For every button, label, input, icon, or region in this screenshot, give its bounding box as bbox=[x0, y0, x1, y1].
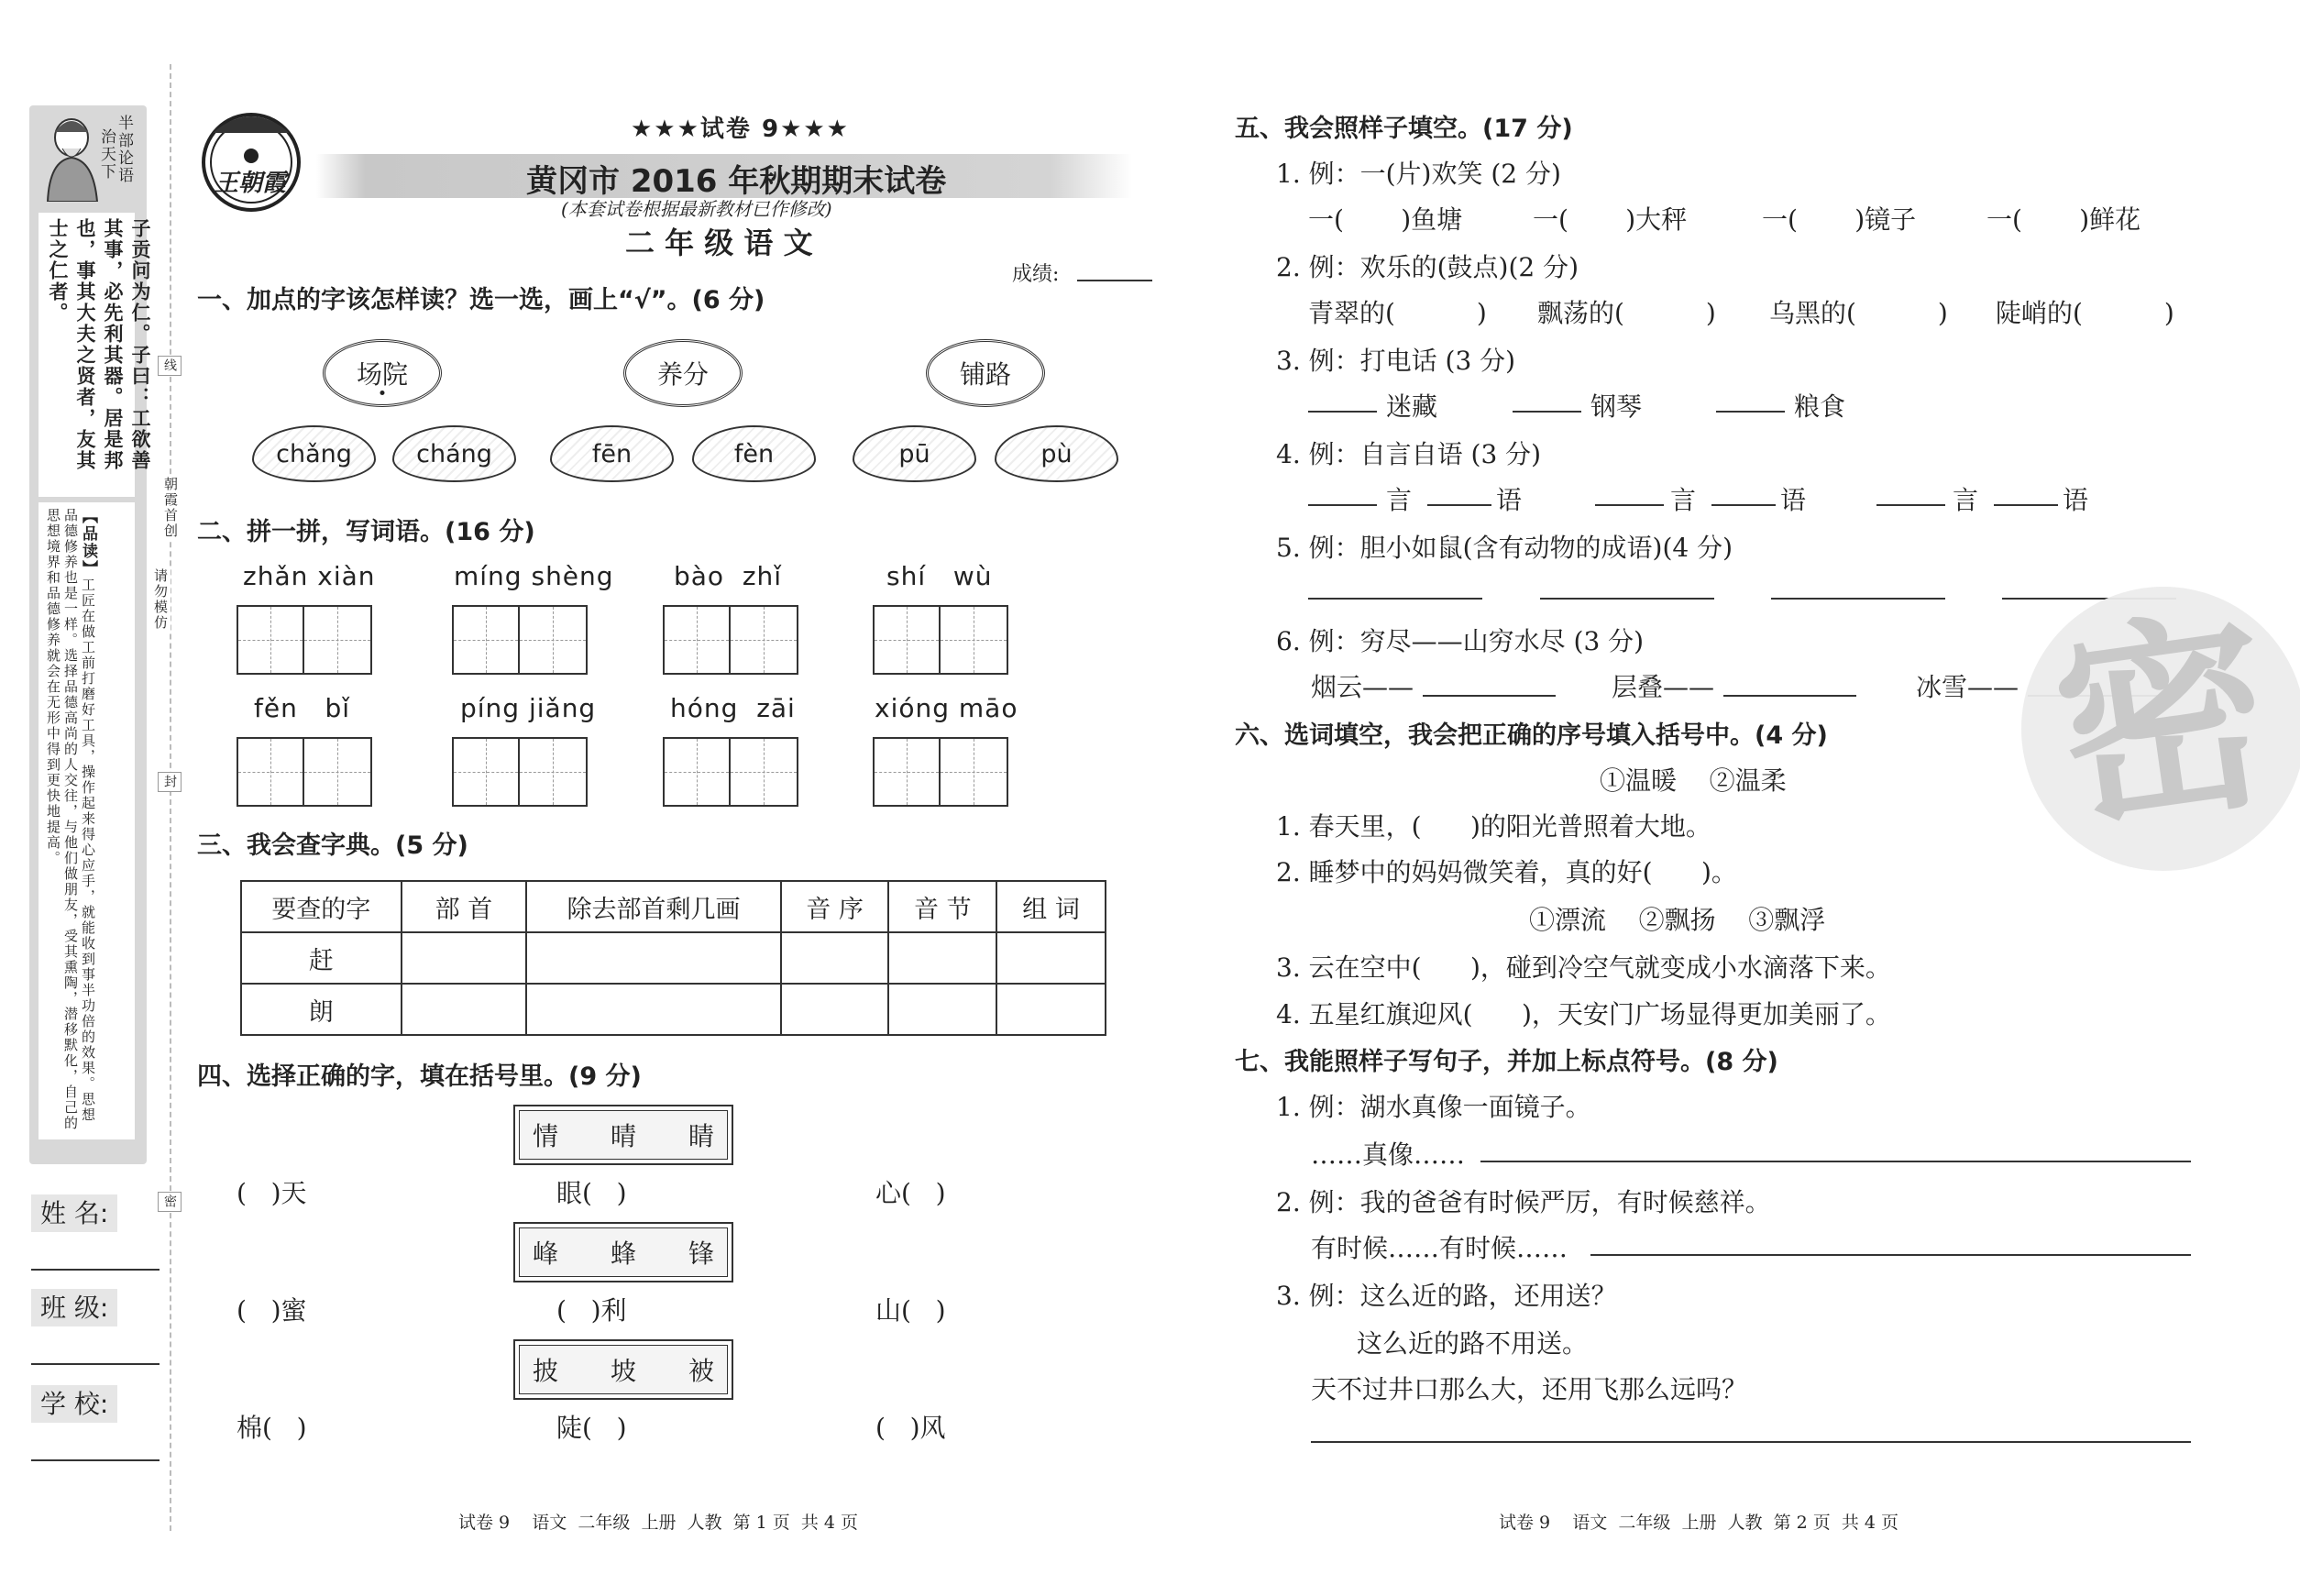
table-cell-char: 朗 bbox=[241, 984, 402, 1035]
fill-item[interactable]: 陡( ) bbox=[556, 1413, 627, 1443]
score-field[interactable] bbox=[1077, 280, 1152, 281]
table-row bbox=[241, 932, 1106, 984]
section3-heading: 三、我会查字典。(5 分) bbox=[197, 831, 468, 860]
school-label: 学 校: bbox=[31, 1385, 117, 1423]
q5-2-item[interactable]: 乌黑的( ) bbox=[1769, 298, 1948, 328]
logo bbox=[194, 105, 314, 215]
pinyin-option-4[interactable]: fèn bbox=[692, 425, 816, 482]
q7-3-answer-example: 这么近的路不用送。 bbox=[1357, 1328, 1589, 1359]
table-cell-char: 赶 bbox=[241, 932, 402, 984]
q5-4-blank[interactable] bbox=[1711, 504, 1776, 506]
class-field-group bbox=[31, 1288, 160, 1365]
pinyin-prompt: bào zhǐ bbox=[674, 561, 783, 591]
table-header: 组 词 bbox=[996, 881, 1106, 932]
pinyin-option-1[interactable]: chǎng bbox=[252, 425, 376, 482]
page-title: 黄冈市 2016 年秋期期末试卷 bbox=[526, 163, 947, 200]
q5-4-blank[interactable] bbox=[1595, 504, 1664, 506]
q5-1-item[interactable]: 一( )鲜花 bbox=[1986, 204, 2141, 235]
char-choice-box-1 bbox=[513, 1105, 733, 1165]
writing-grid[interactable] bbox=[237, 737, 372, 807]
table-cell[interactable] bbox=[402, 984, 527, 1035]
table-cell[interactable] bbox=[526, 932, 780, 984]
table-header-row bbox=[241, 881, 1106, 932]
q5-4-label: 4. 例：自言自语 (3 分) bbox=[1276, 439, 1542, 469]
name-field[interactable] bbox=[31, 1265, 160, 1271]
q7-1-answer-line[interactable] bbox=[1480, 1161, 2191, 1162]
pinyin-prompt: shí wù bbox=[886, 561, 993, 591]
choice-char: 被 bbox=[688, 1356, 714, 1386]
table-cell[interactable] bbox=[996, 984, 1106, 1035]
margin-label-seal: 封 bbox=[158, 772, 182, 792]
section1-heading: 一、加点的字该怎样读？选一选，画上“√”。(6 分) bbox=[197, 286, 765, 314]
q5-6-item: 烟云—— bbox=[1311, 672, 1414, 702]
fill-item[interactable]: 棉( ) bbox=[237, 1413, 307, 1443]
sidebar-note-text: 工匠在做工前打磨好工具，操作起来得心应手，就能收到事半功倍的效果。思想品德修养也是一样。选择品德高尚的人交往，与他们做朋友，受其熏陶，潜移默化，自己的思想境界和品德修养就会在无形中得到更快地提高。 bbox=[45, 508, 96, 1131]
table-header: 部 首 bbox=[402, 881, 527, 932]
sidebar-quote: 子贡问为仁。子曰：工欲善其事，必先利其器。居是邦也，事其大夫之贤者，友其士之仁者。 bbox=[47, 218, 151, 471]
choice-char: 情 bbox=[533, 1121, 559, 1151]
writing-grid[interactable] bbox=[873, 605, 1008, 675]
dictionary-table bbox=[240, 880, 1106, 1036]
writing-grid[interactable] bbox=[873, 737, 1008, 807]
pinyin-prompt: míng shèng bbox=[454, 561, 614, 591]
fill-item[interactable]: ( )风 bbox=[875, 1413, 946, 1443]
q5-4-char: 言 bbox=[1386, 485, 1413, 515]
section2-heading: 二、拼一拼，写词语。(16 分) bbox=[197, 518, 535, 546]
q6-2[interactable]: 2. 睡梦中的妈妈微笑着，真的好( )。 bbox=[1276, 857, 1737, 887]
writing-grid[interactable] bbox=[663, 605, 798, 675]
section5-heading: 五、我会照样子填空。(17 分) bbox=[1235, 115, 1573, 143]
q5-6-blank[interactable] bbox=[1723, 695, 1856, 697]
q5-3-blank[interactable] bbox=[1513, 411, 1581, 413]
q5-3-item: 迷藏 bbox=[1386, 391, 1438, 422]
margin-label-warning: 请勿模仿 bbox=[152, 568, 169, 631]
q7-1-prompt: ……真像…… bbox=[1311, 1139, 1466, 1170]
q5-1-item[interactable]: 一( )镜子 bbox=[1762, 204, 1917, 235]
q5-1-item[interactable]: 一( )大秤 bbox=[1533, 204, 1688, 235]
writing-grid[interactable] bbox=[452, 605, 588, 675]
margin-label-brand: 朝霞首创 bbox=[162, 477, 179, 539]
class-label: 班 级: bbox=[31, 1289, 117, 1326]
q6-4[interactable]: 4. 五星红旗迎风( )，天安门广场显得更加美丽了。 bbox=[1276, 999, 1891, 1029]
char-choice-box-3 bbox=[513, 1339, 733, 1400]
fill-item[interactable]: 山( ) bbox=[875, 1295, 946, 1326]
char-choice-box-2 bbox=[513, 1222, 733, 1282]
score-label: 成绩: bbox=[1012, 263, 1060, 286]
word-3: 铺路 bbox=[960, 359, 1012, 390]
sidebar-quote-box bbox=[39, 213, 151, 497]
page-subtitle: (本套试卷根据最新教材已作修改) bbox=[561, 198, 832, 220]
q5-1-label: 1. 例：一(片)欢笑 (2 分) bbox=[1276, 159, 1561, 189]
test-label: ★★★试卷 9★★★ bbox=[631, 116, 850, 143]
q5-2-item[interactable]: 青翠的( ) bbox=[1308, 298, 1487, 328]
q5-4-blank[interactable] bbox=[1427, 504, 1491, 506]
q5-4-blank[interactable] bbox=[1876, 504, 1945, 506]
choice-char: 披 bbox=[533, 1356, 559, 1386]
fill-item[interactable]: ( )蜜 bbox=[237, 1295, 307, 1326]
choice-char: 晴 bbox=[610, 1121, 636, 1151]
pinyin-prompt: fěn bǐ bbox=[254, 693, 351, 723]
pinyin-option-3[interactable]: fēn bbox=[550, 425, 674, 482]
q5-4-char: 言 bbox=[1670, 485, 1697, 515]
choice-char: 睛 bbox=[688, 1121, 714, 1151]
q5-6-item: 层叠—— bbox=[1612, 672, 1715, 702]
pinyin-option-2[interactable]: cháng bbox=[392, 425, 516, 482]
q5-4-char: 语 bbox=[1780, 485, 1807, 515]
q7-2-label: 2. 例：我的爸爸有时候严厉，有时候慈祥。 bbox=[1276, 1187, 1771, 1217]
fill-item[interactable]: 眼( ) bbox=[556, 1178, 627, 1208]
choice-char: 峰 bbox=[533, 1238, 559, 1269]
q7-2-prompt: 有时候……有时候…… bbox=[1311, 1233, 1568, 1263]
class-field[interactable] bbox=[31, 1359, 160, 1365]
q5-3-blank[interactable] bbox=[1308, 411, 1377, 413]
table-cell[interactable] bbox=[996, 932, 1106, 984]
table-header: 要查的字 bbox=[241, 881, 402, 932]
word-cloud-3 bbox=[926, 339, 1045, 407]
word-1: 场院 bbox=[357, 359, 409, 390]
table-cell[interactable] bbox=[402, 932, 527, 984]
word-2: 养分 bbox=[657, 359, 710, 390]
table-header: 除去部首剩几画 bbox=[526, 881, 780, 932]
q5-4-char: 语 bbox=[1496, 485, 1523, 515]
grade-subject: 二 年 级 语 文 bbox=[625, 226, 813, 260]
q7-1-label: 1. 例：湖水真像一面镜子。 bbox=[1276, 1092, 1591, 1122]
writing-grid[interactable] bbox=[237, 605, 372, 675]
word-options-2: ①漂流 ②飘扬 ③飘浮 bbox=[1529, 905, 1826, 935]
q5-2-item[interactable]: 陡峭的( ) bbox=[1996, 298, 2174, 328]
q5-1-item[interactable]: 一( )鱼塘 bbox=[1308, 204, 1463, 235]
q5-3-item: 钢琴 bbox=[1590, 391, 1643, 422]
q5-6-item: 冰雪—— bbox=[1916, 672, 2019, 702]
pinyin-prompt: zhǎn xiàn bbox=[243, 561, 376, 591]
fill-item[interactable]: ( )利 bbox=[556, 1295, 627, 1326]
writing-grid[interactable] bbox=[663, 737, 798, 807]
q5-4-char: 言 bbox=[1953, 485, 1979, 515]
table-row bbox=[241, 984, 1106, 1035]
name-label: 姓 名: bbox=[31, 1194, 117, 1232]
sidebar-note-box bbox=[39, 502, 135, 1139]
word-options-1: ①温暖 ②温柔 bbox=[1600, 765, 1787, 796]
q7-3-prompt: 天不过井口那么大，还用飞那么远吗？ bbox=[1311, 1374, 1748, 1404]
sidebar-note-label: 【品读】 bbox=[79, 508, 97, 578]
pinyin-option-5[interactable]: pū bbox=[853, 425, 976, 482]
table-header: 音 节 bbox=[888, 881, 996, 932]
q5-5-blank[interactable] bbox=[1308, 598, 1482, 600]
pinyin-prompt: xióng māo bbox=[875, 693, 1018, 723]
q5-4-char: 语 bbox=[2063, 485, 2089, 515]
school-field[interactable] bbox=[31, 1456, 160, 1461]
word-cloud-2 bbox=[623, 339, 743, 407]
margin-label-secret: 密 bbox=[158, 1192, 182, 1212]
q5-2-label: 2. 例：欢乐的(鼓点)(2 分) bbox=[1276, 252, 1579, 282]
choice-char: 锋 bbox=[688, 1238, 714, 1269]
table-cell[interactable] bbox=[781, 984, 889, 1035]
name-field-group bbox=[31, 1194, 160, 1271]
q6-1[interactable]: 1. 春天里，( )的阳光普照着大地。 bbox=[1276, 811, 1711, 842]
writing-grid[interactable] bbox=[452, 737, 588, 807]
pinyin-prompt: hóng zāi bbox=[670, 693, 796, 723]
q5-6-label: 6. 例：穷尽——山穷水尽 (3 分) bbox=[1276, 626, 1645, 656]
table-header: 音 序 bbox=[781, 881, 889, 932]
cut-line bbox=[170, 64, 171, 1531]
q5-6-blank[interactable] bbox=[1423, 695, 1556, 697]
footer-left: 试卷 9 语文 二年级 上册 人教 第 1 页 共 4 页 bbox=[458, 1513, 859, 1533]
table-cell[interactable] bbox=[888, 932, 996, 984]
q5-3-blank[interactable] bbox=[1716, 411, 1785, 413]
q7-2-answer-line[interactable] bbox=[1590, 1254, 2191, 1256]
table-cell[interactable] bbox=[888, 984, 996, 1035]
q5-5-label: 5. 例：胆小如鼠(含有动物的成语)(4 分) bbox=[1276, 533, 1733, 563]
q5-2-item[interactable]: 飘荡的( ) bbox=[1537, 298, 1716, 328]
school-field-group bbox=[31, 1384, 160, 1461]
sidebar-top-text-2: 治天下 bbox=[97, 128, 116, 181]
fill-item[interactable]: 心( ) bbox=[875, 1178, 946, 1208]
q6-3[interactable]: 3. 云在空中( )，碰到冷空气就变成小水滴落下来。 bbox=[1276, 952, 1891, 983]
logo-text: 王朝霞 bbox=[215, 170, 287, 197]
section4-heading: 四、选择正确的字，填在括号里。(9 分) bbox=[197, 1062, 642, 1091]
section7-heading: 七、我能照样子写句子，并加上标点符号。(8 分) bbox=[1235, 1048, 1778, 1076]
q5-3-item: 粮食 bbox=[1794, 391, 1846, 422]
q7-3-answer-line[interactable] bbox=[1311, 1441, 2191, 1443]
table-cell[interactable] bbox=[526, 984, 780, 1035]
sidebar-note bbox=[44, 508, 96, 1131]
q5-4-blank[interactable] bbox=[1308, 504, 1377, 506]
pinyin-option-6[interactable]: pù bbox=[995, 425, 1118, 482]
q5-5-blank[interactable] bbox=[1540, 598, 1714, 600]
word-cloud-1 bbox=[323, 339, 442, 407]
choice-char: 蜂 bbox=[610, 1238, 636, 1269]
section6-heading: 六、选词填空，我会把正确的序号填入括号中。(4 分) bbox=[1235, 721, 1828, 750]
table-cell[interactable] bbox=[781, 932, 889, 984]
margin-label-line: 线 bbox=[158, 356, 182, 376]
pinyin-prompt: píng jiǎng bbox=[460, 693, 597, 723]
footer-right: 试卷 9 语文 二年级 上册 人教 第 2 页 共 4 页 bbox=[1499, 1513, 1899, 1533]
q5-5-blank[interactable] bbox=[1771, 598, 1945, 600]
q5-4-blank[interactable] bbox=[1994, 504, 2058, 506]
choice-char: 坡 bbox=[610, 1356, 636, 1386]
q5-3-label: 3. 例：打电话 (3 分) bbox=[1276, 346, 1516, 376]
secret-stamp-text: 密 bbox=[2041, 588, 2285, 860]
q7-3-label: 3. 例：这么近的路，还用送？ bbox=[1276, 1281, 1617, 1311]
fill-item[interactable]: ( )天 bbox=[237, 1178, 307, 1208]
sidebar-top-text: 半部论语 bbox=[115, 115, 133, 184]
